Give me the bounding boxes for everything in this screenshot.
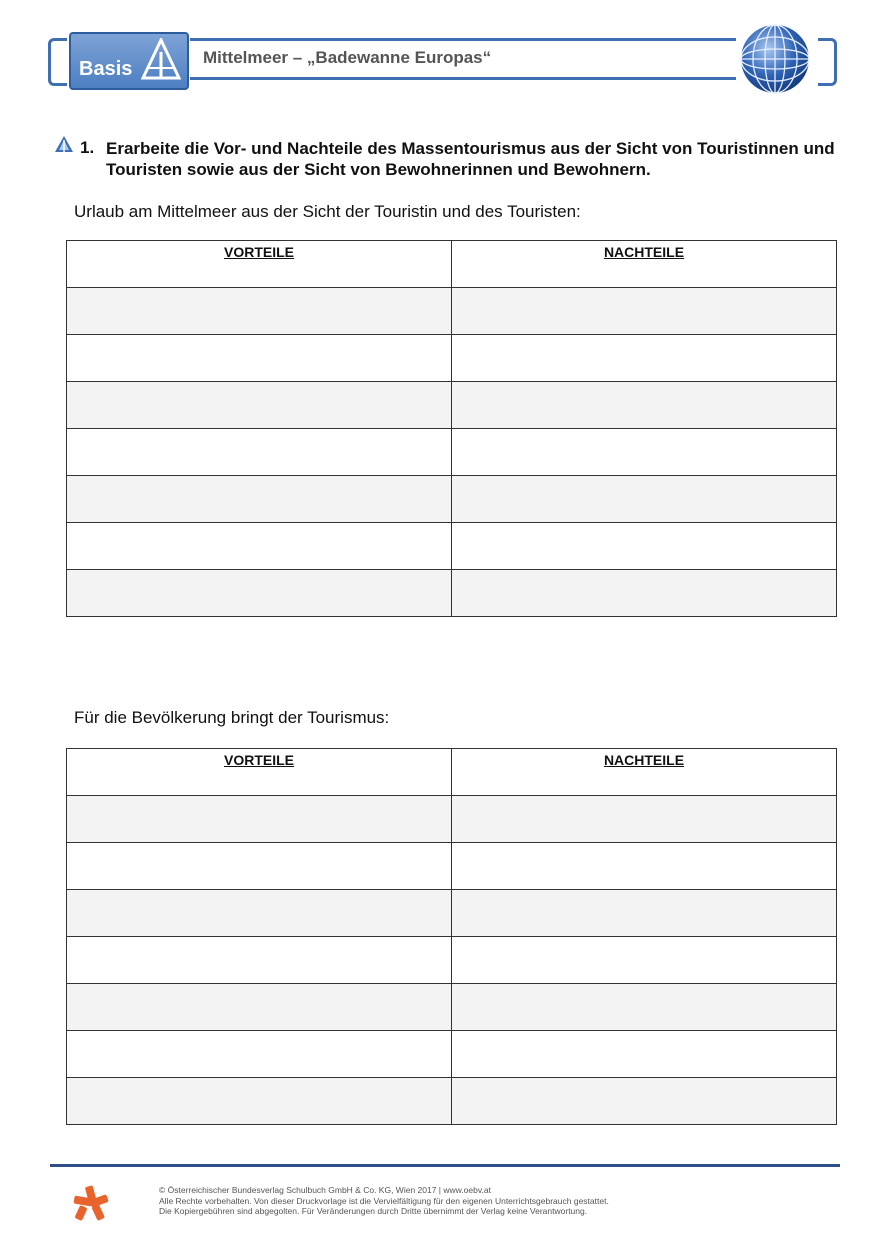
advantage-cell[interactable] — [67, 937, 452, 984]
table-row — [67, 937, 837, 984]
disadvantage-cell[interactable] — [452, 937, 837, 984]
advantage-cell[interactable] — [67, 1078, 452, 1125]
table-row — [67, 843, 837, 890]
globe-icon — [739, 23, 811, 95]
table-row — [67, 288, 837, 335]
advantage-cell[interactable] — [67, 335, 452, 382]
table-row — [67, 1078, 837, 1125]
advantage-cell[interactable] — [67, 796, 452, 843]
disadvantage-cell[interactable] — [452, 335, 837, 382]
header-rule-top — [190, 38, 736, 41]
advantage-cell[interactable] — [67, 476, 452, 523]
page-title: Mittelmeer – „Badewanne Europas“ — [203, 48, 492, 67]
advantage-cell[interactable] — [67, 984, 452, 1031]
table-header-row — [67, 749, 837, 796]
advantage-cell[interactable] — [67, 843, 452, 890]
task-instruction: Erarbeite die Vor- und Nachteile des Massentourismus aus der Sicht von Touristinnen und Touristen sowie aus der Sicht von Bewohnerinnen und Bewohnern. — [106, 139, 835, 179]
footer-line-3: Die Kopiergebühren sind abgegolten. Für Veränderungen durch Dritte übernimmt der Verlag keine Verantwortung. — [159, 1206, 588, 1216]
disadvantage-cell[interactable] — [452, 570, 837, 617]
table-row — [67, 1031, 837, 1078]
table-row — [67, 335, 837, 382]
column-header-disadvantages: NACHTEILE — [452, 749, 837, 796]
section2-intro: Für die Bevölkerung bringt der Tourismus: — [74, 708, 390, 727]
table-row — [67, 984, 837, 1031]
disadvantage-cell[interactable] — [452, 1031, 837, 1078]
disadvantage-cell[interactable] — [452, 796, 837, 843]
table-row — [67, 429, 837, 476]
advantage-cell[interactable] — [67, 523, 452, 570]
header-bracket-left — [48, 38, 67, 86]
header-rule-bottom — [190, 77, 736, 80]
advantage-cell[interactable] — [67, 570, 452, 617]
advantage-cell[interactable] — [67, 429, 452, 476]
badge-label: Basis — [79, 58, 133, 80]
disadvantage-cell[interactable] — [452, 523, 837, 570]
advantage-cell[interactable] — [67, 288, 452, 335]
basis-badge — [69, 32, 189, 90]
disadvantage-cell[interactable] — [452, 288, 837, 335]
footer-line-1: © Österreichischer Bundesverlag Schulbuch GmbH & Co. KG, Wien 2017 | www.oebv.at — [159, 1185, 491, 1195]
column-header-advantages: VORTEILE — [67, 749, 452, 796]
footer-copyright — [159, 1185, 609, 1217]
basis-level-icon — [54, 135, 74, 153]
task-number: 1. — [80, 138, 95, 157]
disadvantage-cell[interactable] — [452, 476, 837, 523]
disadvantage-cell[interactable] — [452, 890, 837, 937]
disadvantage-cell[interactable] — [452, 984, 837, 1031]
disadvantage-cell[interactable] — [452, 843, 837, 890]
disadvantage-cell[interactable] — [452, 1078, 837, 1125]
table-header-row — [67, 241, 837, 288]
table-row — [67, 523, 837, 570]
table-row — [67, 570, 837, 617]
population-pros-cons-table — [66, 748, 837, 1125]
advantage-cell[interactable] — [67, 1031, 452, 1078]
section1-intro: Urlaub am Mittelmeer aus der Sicht der Touristin und des Touristen: — [74, 202, 581, 221]
footer-line-2: Alle Rechte vorbehalten. Von dieser Druckvorlage ist die Vervielfältigung für den eigenen Unterrichtsgebrauch gestattet. — [159, 1195, 609, 1206]
table-row — [67, 796, 837, 843]
footer-rule — [50, 1164, 840, 1167]
advantage-cell[interactable] — [67, 890, 452, 937]
publisher-logo-icon — [72, 1184, 110, 1222]
level-triangle-icon — [141, 38, 181, 82]
disadvantage-cell[interactable] — [452, 382, 837, 429]
header-bracket-right — [818, 38, 837, 86]
advantage-cell[interactable] — [67, 382, 452, 429]
tourist-pros-cons-table — [66, 240, 837, 617]
table-row — [67, 382, 837, 429]
column-header-advantages: VORTEILE — [67, 241, 452, 288]
table-row — [67, 890, 837, 937]
table-row — [67, 476, 837, 523]
column-header-disadvantages: NACHTEILE — [452, 241, 837, 288]
disadvantage-cell[interactable] — [452, 429, 837, 476]
